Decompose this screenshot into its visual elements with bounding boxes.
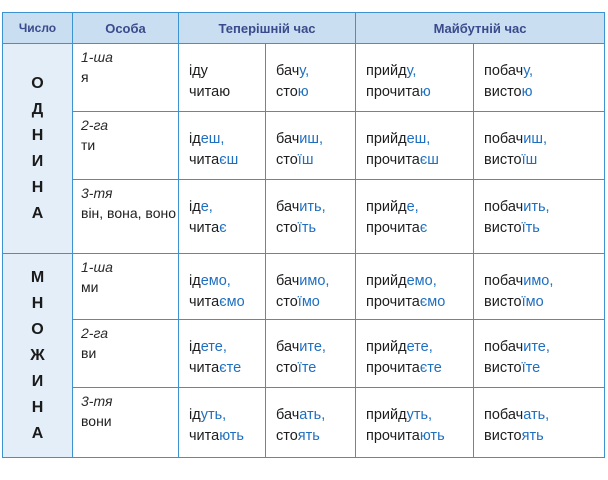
verb-form: [366, 197, 473, 218]
verb-form: [484, 61, 604, 82]
verb-ending: єте: [219, 360, 242, 376]
verb-stem: бач: [276, 407, 300, 423]
verb-ending: у,: [299, 63, 310, 79]
verb-form: [366, 358, 473, 379]
verb-stem: чита: [189, 152, 220, 168]
verb-stem: побач: [484, 199, 524, 215]
verb-ending: еш,: [406, 131, 431, 147]
person-ordinal: 3-тя: [81, 185, 113, 201]
verb-form: [366, 337, 473, 358]
person-cell: [73, 320, 179, 388]
verb-form: [189, 358, 265, 379]
verb-form: [484, 150, 604, 171]
verb-stem: чита: [189, 294, 220, 310]
verb-form: [276, 218, 355, 239]
verb-form-cell: [474, 254, 605, 320]
table-row: [3, 180, 605, 254]
verb-ending: иш,: [299, 131, 324, 147]
verb-form: [484, 197, 604, 218]
verb-form-cell: [474, 180, 605, 254]
verb-form: [189, 61, 265, 82]
verb-stem: висто: [484, 84, 522, 100]
verb-ending: ємо: [419, 294, 446, 310]
verb-form-cell: [179, 112, 266, 180]
verb-ending: їть: [521, 220, 540, 236]
verb-stem: висто: [484, 428, 522, 444]
verb-form-cell: [356, 112, 474, 180]
person-cell: [73, 112, 179, 180]
verb-form-cell: [474, 320, 605, 388]
verb-ending: є: [219, 220, 227, 236]
verb-stem: побач: [484, 407, 524, 423]
verb-ending: ять: [297, 428, 320, 444]
verb-ending: ите,: [299, 339, 326, 355]
verb-form: [189, 129, 265, 150]
verb-form-cell: [179, 388, 266, 458]
verb-ending: ють: [419, 428, 445, 444]
pronoun: вони: [81, 413, 112, 429]
verb-form-cell: [179, 44, 266, 112]
verb-ending: єш: [419, 152, 439, 168]
verb-stem: бач: [276, 131, 300, 147]
verb-ending: ять: [521, 428, 544, 444]
table-row: [3, 388, 605, 458]
verb-form: [366, 129, 473, 150]
verb-form-cell: [474, 112, 605, 180]
verb-ending: ю: [521, 84, 533, 100]
verb-form-cell: [356, 388, 474, 458]
verb-stem: бач: [276, 199, 300, 215]
header-number: Число: [3, 13, 73, 44]
verb-ending: уть,: [406, 407, 433, 423]
grammatical-number-label: О Д Н И Н А: [31, 74, 44, 222]
verb-stem: побач: [484, 273, 524, 289]
verb-form: [484, 292, 604, 313]
verb-stem: іду: [189, 63, 208, 79]
verb-form: [484, 337, 604, 358]
person-cell: [73, 44, 179, 112]
verb-ending: е,: [406, 199, 419, 215]
verb-form-cell: [356, 180, 474, 254]
verb-ending: їмо: [521, 294, 544, 310]
verb-stem: сто: [276, 152, 298, 168]
verb-stem: ід: [189, 131, 201, 147]
verb-stem: прочита: [366, 428, 420, 444]
verb-form: [276, 271, 355, 292]
verb-form: [276, 426, 355, 447]
verb-form-cell: [266, 320, 356, 388]
verb-ending: їш: [521, 152, 538, 168]
verb-form: [366, 292, 473, 313]
verb-form: [484, 405, 604, 426]
verb-stem: висто: [484, 360, 522, 376]
verb-form-cell: [356, 44, 474, 112]
verb-ending: ать,: [299, 407, 326, 423]
verb-form: [276, 358, 355, 379]
verb-form-cell: [179, 180, 266, 254]
verb-ending: їмо: [297, 294, 320, 310]
verb-stem: ід: [189, 407, 201, 423]
verb-form-cell: [356, 320, 474, 388]
verb-stem: прийд: [366, 199, 407, 215]
verb-stem: прочита: [366, 152, 420, 168]
verb-ending: ете,: [200, 339, 227, 355]
pronoun: він, вона, воно: [81, 205, 177, 221]
verb-stem: прийд: [366, 273, 407, 289]
verb-form: [189, 218, 265, 239]
table-row: [3, 320, 605, 388]
verb-stem: побач: [484, 63, 524, 79]
verb-ending: ить,: [523, 199, 550, 215]
verb-form-cell: [266, 112, 356, 180]
verb-form: [276, 337, 355, 358]
verb-ending: є: [419, 220, 428, 236]
person-cell: [73, 388, 179, 458]
verb-stem: бач: [276, 63, 300, 79]
verb-stem: сто: [276, 428, 298, 444]
verb-ending: емо,: [406, 273, 437, 289]
verb-stem: побач: [484, 339, 524, 355]
verb-conjugation-table: [2, 12, 605, 458]
verb-stem: чита: [189, 428, 220, 444]
verb-form-cell: [266, 180, 356, 254]
verb-stem: чита: [189, 360, 220, 376]
verb-ending: еш,: [200, 131, 225, 147]
verb-stem: чита: [189, 220, 220, 236]
verb-stem: сто: [276, 84, 298, 100]
verb-ending: їте: [297, 360, 317, 376]
person-cell: [73, 254, 179, 320]
person-ordinal: 1-ша: [81, 259, 113, 275]
verb-ending: имо,: [523, 273, 554, 289]
verb-form-cell: [179, 254, 266, 320]
header-future-tense: Майбутній час: [356, 13, 605, 44]
verb-ending: ю: [297, 84, 309, 100]
verb-form: [366, 405, 473, 426]
verb-stem: ід: [189, 339, 201, 355]
table-header-row: [3, 13, 605, 44]
verb-form: [276, 197, 355, 218]
grammatical-number-label: М Н О Ж И Н А: [30, 268, 45, 442]
verb-form-cell: [474, 388, 605, 458]
verb-stem: прочита: [366, 220, 420, 236]
person-ordinal: 1-ша: [81, 49, 113, 65]
verb-ending: у,: [406, 63, 417, 79]
verb-form: [484, 129, 604, 150]
pronoun: ми: [81, 279, 99, 295]
verb-form: [189, 271, 265, 292]
verb-form: [276, 82, 355, 103]
verb-form: [276, 292, 355, 313]
header-person: Особа: [73, 13, 179, 44]
pronoun: ти: [81, 137, 96, 153]
verb-stem: висто: [484, 294, 522, 310]
verb-form: [189, 337, 265, 358]
verb-ending: е,: [200, 199, 213, 215]
table-row: [3, 254, 605, 320]
verb-form: [366, 271, 473, 292]
verb-stem: сто: [276, 294, 298, 310]
verb-ending: єте: [419, 360, 442, 376]
verb-form: [276, 129, 355, 150]
verb-form-cell: [266, 254, 356, 320]
verb-stem: бач: [276, 273, 300, 289]
header-present-tense: Теперішній час: [179, 13, 356, 44]
verb-ending: ать,: [523, 407, 550, 423]
verb-form: [484, 271, 604, 292]
verb-form-cell: [266, 388, 356, 458]
verb-ending: ють: [219, 428, 244, 444]
verb-form: [189, 292, 265, 313]
table-row: [3, 112, 605, 180]
verb-ending: ить,: [299, 199, 326, 215]
verb-form: [276, 405, 355, 426]
verb-stem: прийд: [366, 339, 407, 355]
verb-ending: їть: [297, 220, 317, 236]
verb-form: [366, 150, 473, 171]
verb-form: [484, 426, 604, 447]
verb-form: [366, 61, 473, 82]
verb-ending: иш,: [523, 131, 547, 147]
verb-ending: їш: [297, 152, 314, 168]
verb-ending: ю: [419, 84, 431, 100]
verb-stem: прочита: [366, 84, 420, 100]
verb-ending: їте: [521, 360, 541, 376]
verb-stem: висто: [484, 152, 522, 168]
person-ordinal: 3-тя: [81, 393, 113, 409]
verb-stem: прочита: [366, 360, 420, 376]
verb-form: [484, 218, 604, 239]
verb-form: [484, 358, 604, 379]
verb-ending: єш: [219, 152, 239, 168]
person-cell: [73, 180, 179, 254]
grammatical-number-cell: [3, 254, 73, 458]
verb-ending: уть,: [200, 407, 227, 423]
verb-form: [366, 218, 473, 239]
verb-stem: прийд: [366, 63, 407, 79]
verb-form: [276, 150, 355, 171]
verb-ending: ємо: [219, 294, 245, 310]
verb-stem: ід: [189, 199, 201, 215]
verb-stem: сто: [276, 360, 298, 376]
verb-form: [366, 82, 473, 103]
pronoun: ви: [81, 345, 97, 361]
verb-stem: сто: [276, 220, 298, 236]
verb-form: [484, 82, 604, 103]
verb-ending: емо,: [200, 273, 231, 289]
verb-ending: ете,: [406, 339, 433, 355]
verb-form-cell: [266, 44, 356, 112]
person-ordinal: 2-га: [81, 117, 108, 133]
verb-stem: ід: [189, 273, 201, 289]
verb-stem: прийд: [366, 131, 407, 147]
verb-form-cell: [474, 44, 605, 112]
verb-ending: ите,: [523, 339, 550, 355]
verb-form: [189, 197, 265, 218]
person-ordinal: 2-га: [81, 325, 108, 341]
verb-stem: бач: [276, 339, 300, 355]
verb-stem: висто: [484, 220, 522, 236]
verb-form: [189, 426, 265, 447]
verb-stem: читаю: [189, 84, 231, 100]
verb-stem: прочита: [366, 294, 420, 310]
verb-form: [189, 82, 265, 103]
verb-form: [276, 61, 355, 82]
verb-ending: у,: [523, 63, 534, 79]
verb-form: [189, 150, 265, 171]
verb-stem: прийд: [366, 407, 407, 423]
table-row: [3, 44, 605, 112]
grammatical-number-cell: [3, 44, 73, 254]
verb-stem: побач: [484, 131, 524, 147]
table-body: [3, 44, 605, 458]
verb-form: [366, 426, 473, 447]
pronoun: я: [81, 69, 89, 85]
verb-form-cell: [179, 320, 266, 388]
verb-form: [189, 405, 265, 426]
verb-ending: имо,: [299, 273, 330, 289]
verb-form-cell: [356, 254, 474, 320]
